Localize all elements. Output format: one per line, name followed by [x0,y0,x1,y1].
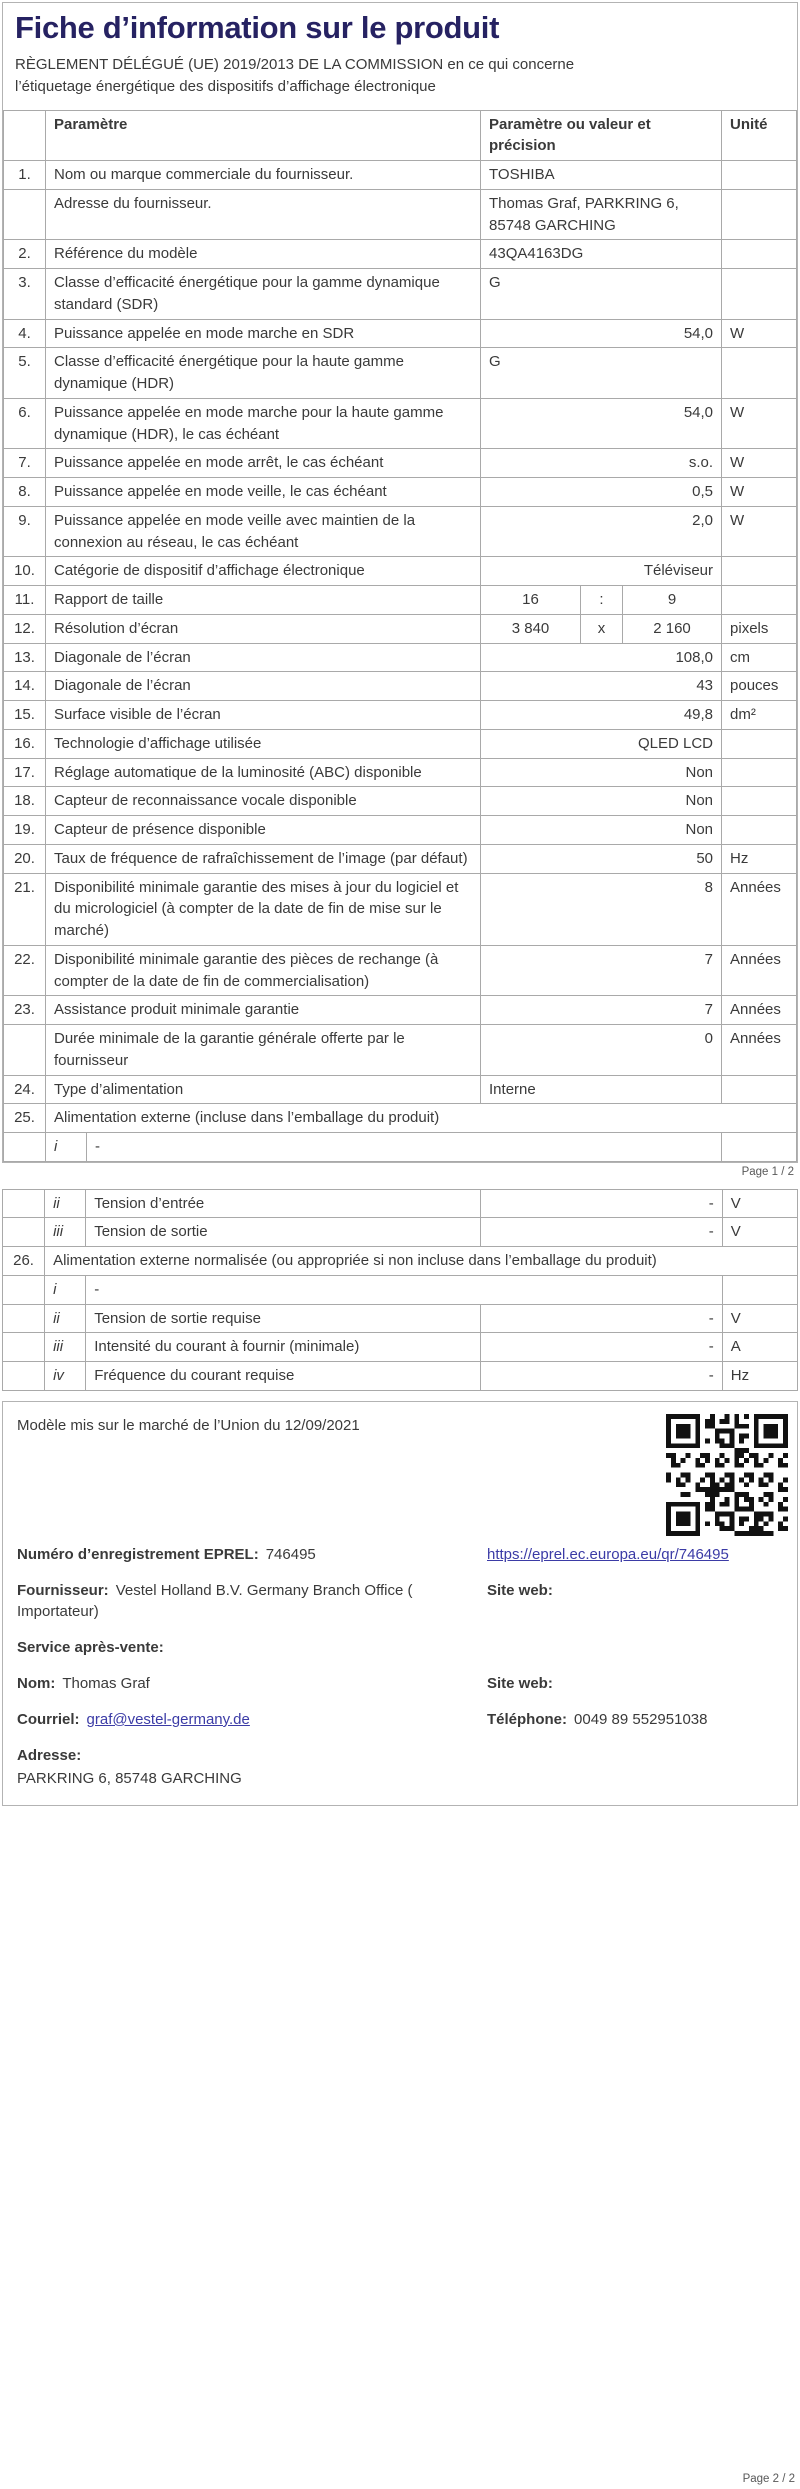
unit-value: Années [722,873,797,945]
parameter-label: Alimentation externe (incluse dans l’emballage du produit) [46,1104,797,1133]
unit-value: V [722,1218,797,1247]
parameter-value: 0,5 [481,478,722,507]
parameter-label: Type d’alimentation [46,1075,481,1104]
unit-value [722,161,797,190]
table-row [4,614,797,643]
service-line [17,1637,487,1658]
parameter-label: Tension de sortie requise [86,1304,481,1333]
parameter-label: Adresse du fournisseur. [46,189,481,240]
unit-value [722,816,797,845]
row-number: 26. [3,1247,45,1276]
row-number [3,1304,45,1333]
unit-value [722,787,797,816]
row-number: 20. [4,844,46,873]
table-row [4,506,797,557]
parameter-value: 8 [481,873,722,945]
table-row [4,319,797,348]
sub-letter: ii [45,1304,86,1333]
parameter-value: 50 [481,844,722,873]
email-line [17,1709,487,1730]
row-number: 15. [4,701,46,730]
sub-letter: i [45,1275,86,1304]
unit-value [722,1275,797,1304]
market-date-line: Modèle mis sur le marché de l’Union du 12/09/2021 [17,1416,360,1434]
address-value: PARKRING 6, 85748 GARCHING [17,1769,242,1787]
table-row [4,557,797,586]
supplier-line [17,1580,487,1622]
name-label: Nom: [17,1674,56,1692]
row-number [4,1025,46,1076]
header-unite: Unité [722,110,797,161]
row-number: 16. [4,729,46,758]
table-row [4,398,797,449]
unit-value [722,557,797,586]
unit-value: W [722,478,797,507]
parameter-label: Alimentation externe normalisée (ou appropriée si non incluse dans l’emballage du produit) [45,1247,798,1276]
parameter-value: 54,0 [481,319,722,348]
parameter-value: s.o. [481,449,722,478]
parameter-label: Puissance appelée en mode veille, le cas échéant [46,478,481,507]
parameter-value: G [481,269,722,320]
parameter-label: Diagonale de l’écran [46,643,481,672]
unit-value: Années [722,1025,797,1076]
page1-box [2,2,798,1163]
row-number [4,189,46,240]
unit-value: V [722,1189,797,1218]
header-valeur: Paramètre ou valeur et précision [481,110,722,161]
header-empty [4,110,46,161]
value-separator: x [581,614,623,643]
parameter-value: 7 [481,996,722,1025]
sub-letter: i [46,1133,87,1162]
parameter-label: Puissance appelée en mode arrêt, le cas échéant [46,449,481,478]
parameter-value: 43 [481,672,722,701]
row-number: 5. [4,348,46,399]
unit-value [722,729,797,758]
table-row [4,161,797,190]
unit-value [722,240,797,269]
table-row [4,729,797,758]
regulation-text: RÈGLEMENT DÉLÉGUÉ (UE) 2019/2013 DE LA COMMISSION en ce qui concerne l’étiquetage énergétique des dispositifs d’affichage électronique [15,56,575,95]
page-title: Fiche d’information sur le produit [15,10,500,45]
parameter-label: Disponibilité minimale garantie des pièces de rechange (à compter de la date de fin de commercialisation) [46,945,481,996]
name-row [17,1673,783,1694]
table-row [4,758,797,787]
parameter-value: Interne [481,1075,722,1104]
info-box [2,1401,798,1806]
parameter-value: - [87,1133,722,1162]
parameter-label: Tension de sortie [86,1218,481,1247]
row-number: 24. [4,1075,46,1104]
row-number: 22. [4,945,46,996]
parameter-value: Thomas Graf, PARKRING 6, 85748 GARCHING [481,189,722,240]
phone-line [487,1709,783,1730]
unit-value: cm [722,643,797,672]
row-number: 1. [4,161,46,190]
parameter-value: - [481,1304,723,1333]
table-row [4,816,797,845]
table-row [4,996,797,1025]
unit-value: pixels [722,614,797,643]
value-separator: : [581,586,623,615]
parameter-value: - [481,1218,723,1247]
email-link[interactable]: graf@vestel-germany.de [86,1710,250,1728]
row-number: 23. [4,996,46,1025]
unit-value: W [722,506,797,557]
parameter-label: Classe d’efficacité énergétique pour la haute gamme dynamique (HDR) [46,348,481,399]
parameter-value: 108,0 [481,643,722,672]
unit-value: Années [722,996,797,1025]
value-part-1: 16 [481,586,581,615]
parameter-label: Rapport de taille [46,586,481,615]
parameter-label: Technologie d’affichage utilisée [46,729,481,758]
unit-value [722,189,797,240]
unit-value: Années [722,945,797,996]
unit-value: A [722,1333,797,1362]
table-row [3,1362,798,1391]
value-part-1: 3 840 [481,614,581,643]
parameter-value: - [86,1275,723,1304]
address-row [17,1745,783,1789]
address-label: Adresse: [17,1746,82,1764]
supplier-label: Fournisseur: [17,1581,109,1599]
parameter-label: Référence du modèle [46,240,481,269]
parameter-value: Non [481,758,722,787]
parameter-label: Nom ou marque commerciale du fournisseur. [46,161,481,190]
table-row [4,844,797,873]
table-row [4,348,797,399]
row-number [4,1133,46,1162]
page1-footer: Page 1 / 2 [741,1165,794,1178]
header-parametre: Paramètre [46,110,481,161]
service-row [17,1637,783,1658]
phone-label: Téléphone: [487,1710,568,1728]
product-table-page1 [3,110,797,1162]
table-row [3,1247,798,1276]
parameter-value: 49,8 [481,701,722,730]
product-table-page2 [2,1189,798,1391]
parameter-label: Assistance produit minimale garantie [46,996,481,1025]
row-number: 19. [4,816,46,845]
eprel-row [17,1544,783,1565]
parameter-value: QLED LCD [481,729,722,758]
parameter-label: Puissance appelée en mode veille avec maintien de la connexion au réseau, le cas échéant [46,506,481,557]
unit-value: pouces [722,672,797,701]
parameter-label: Tension d’entrée [86,1189,481,1218]
parameter-value: Téléviseur [481,557,722,586]
eprel-link[interactable]: https://eprel.ec.europa.eu/qr/746495 [487,1545,729,1563]
sub-letter: ii [45,1189,86,1218]
table-row [4,643,797,672]
address-block [17,1745,783,1789]
parameter-label: Fréquence du courant requise [86,1362,481,1391]
table-row [3,1333,798,1362]
eprel-number-line [17,1544,487,1565]
table-row [4,1075,797,1104]
table-row [4,672,797,701]
parameter-label: Durée minimale de la garantie générale offerte par le fournisseur [46,1025,481,1076]
parameter-label: Capteur de présence disponible [46,816,481,845]
table-row [4,269,797,320]
unit-value [722,1075,797,1104]
page2-footer: Page 2 / 2 [742,2473,795,2485]
eprel-label: Numéro d’enregistrement EPREL: [17,1545,259,1563]
page2-table-wrap [2,1189,798,1391]
row-number: 12. [4,614,46,643]
row-number: 17. [4,758,46,787]
parameter-label: Catégorie de dispositif d’affichage électronique [46,557,481,586]
row-number: 25. [4,1104,46,1133]
table-row [4,1104,797,1133]
parameter-value: 0 [481,1025,722,1076]
parameter-value: Non [481,787,722,816]
unit-value: dm² [722,701,797,730]
row-number: 14. [4,672,46,701]
parameter-value: G [481,348,722,399]
phone-value: 0049 89 552951038 [574,1710,708,1728]
parameter-label: Puissance appelée en mode marche en SDR [46,319,481,348]
table-row [4,787,797,816]
parameter-label: Puissance appelée en mode marche pour la haute gamme dynamique (HDR), le cas échéant [46,398,481,449]
row-number [3,1275,45,1304]
unit-value: W [722,449,797,478]
table-row [3,1304,798,1333]
name-line [17,1673,487,1694]
qr-code [666,1414,788,1536]
parameter-value: Non [481,816,722,845]
website-line-1 [487,1580,783,1601]
title-block [3,3,797,110]
sub-letter: iv [45,1362,86,1391]
value-part-2: 9 [623,586,722,615]
unit-value [722,348,797,399]
value-part-2: 2 160 [623,614,722,643]
table-row [3,1275,798,1304]
row-number: 10. [4,557,46,586]
eprel-link-line [487,1544,783,1565]
table-row [4,873,797,945]
table-row [3,1189,798,1218]
sub-letter: iii [45,1333,86,1362]
parameter-value: - [481,1333,723,1362]
table-header-row [4,110,797,161]
row-number: 4. [4,319,46,348]
parameter-label: Diagonale de l’écran [46,672,481,701]
table-row [4,189,797,240]
service-label: Service après-vente: [17,1638,164,1656]
table-row [4,945,797,996]
unit-value [722,269,797,320]
parameter-label: Intensité du courant à fournir (minimale) [86,1333,481,1362]
unit-value: Hz [722,1362,797,1391]
parameter-label: Réglage automatique de la luminosité (ABC) disponible [46,758,481,787]
parameter-value: TOSHIBA [481,161,722,190]
parameter-value: 43QA4163DG [481,240,722,269]
unit-value: V [722,1304,797,1333]
unit-value [722,586,797,615]
email-row [17,1709,783,1730]
table-row [4,701,797,730]
parameter-label: Résolution d’écran [46,614,481,643]
table-row [3,1218,798,1247]
unit-value: W [722,398,797,449]
parameter-value: - [481,1189,723,1218]
row-number: 7. [4,449,46,478]
website-line-2 [487,1673,783,1694]
unit-value: Hz [722,844,797,873]
supplier-value: Vestel Holland B.V. Germany Branch Office ( Importateur) [17,1581,413,1620]
unit-value [722,758,797,787]
row-number [3,1333,45,1362]
sub-letter: iii [45,1218,86,1247]
table-row [4,240,797,269]
row-number: 21. [4,873,46,945]
table-row [4,1025,797,1076]
row-number: 9. [4,506,46,557]
name-value: Thomas Graf [62,1674,150,1692]
row-number: 8. [4,478,46,507]
website-label-1: Site web: [487,1581,553,1599]
row-number: 2. [4,240,46,269]
row-number: 18. [4,787,46,816]
qr-code-graphic [666,1414,788,1536]
parameter-value: 54,0 [481,398,722,449]
row-number [3,1362,45,1391]
parameter-value: 7 [481,945,722,996]
row-number [3,1218,45,1247]
supplier-row [17,1580,783,1622]
parameter-value: - [481,1362,723,1391]
table-row [4,449,797,478]
parameter-label: Taux de fréquence de rafraîchissement de l’image (par défaut) [46,844,481,873]
email-label: Courriel: [17,1710,80,1728]
parameter-label: Classe d’efficacité énergétique pour la gamme dynamique standard (SDR) [46,269,481,320]
unit-value: W [722,319,797,348]
unit-value [722,1133,797,1162]
row-number: 13. [4,643,46,672]
row-number [3,1189,45,1218]
table-row [4,586,797,615]
parameter-label: Capteur de reconnaissance vocale disponible [46,787,481,816]
row-number: 3. [4,269,46,320]
table-row [4,1133,797,1162]
parameter-label: Surface visible de l’écran [46,701,481,730]
eprel-number: 746495 [265,1545,316,1563]
parameter-value: 2,0 [481,506,722,557]
row-number: 11. [4,586,46,615]
website-label-2: Site web: [487,1674,553,1692]
row-number: 6. [4,398,46,449]
table-row [4,478,797,507]
parameter-label: Disponibilité minimale garantie des mises à jour du logiciel et du micrologiciel (à compter de la date de fin de mise sur le marché) [46,873,481,945]
